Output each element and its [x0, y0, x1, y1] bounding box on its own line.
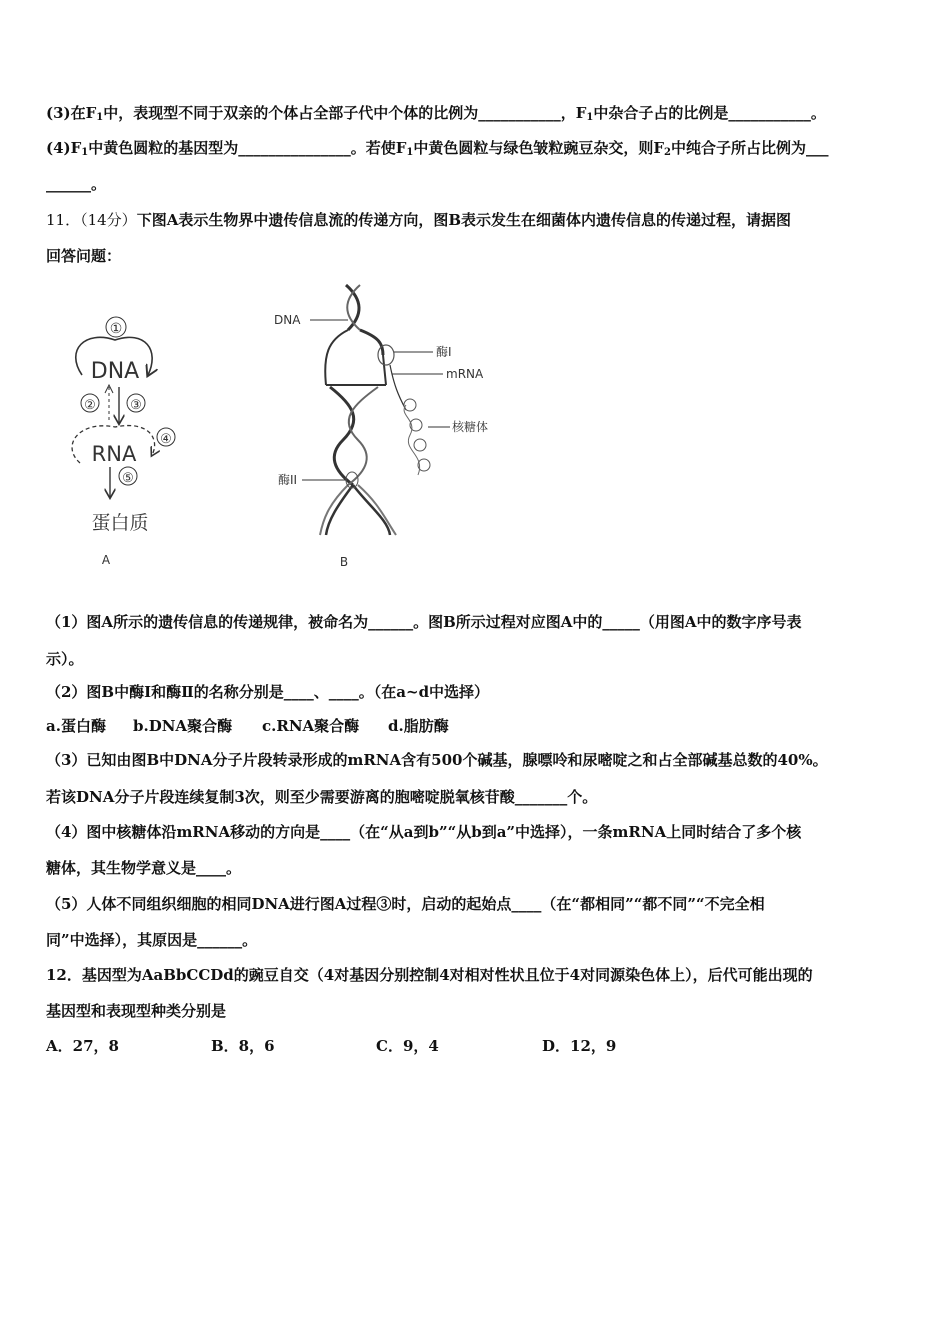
q12-stem: 12．基因型为AaBbCCDd的豌豆自交（4对基因分别控制4对相对性状且位于4对同源染色体上），后代可能出现的 [46, 966, 813, 984]
label-5: ⑤ [122, 471, 134, 486]
choice-c[interactable]: C．9，4 [376, 1037, 439, 1055]
q10-part4: $(4)F_1$中黄色圆粒的基因型为_______________。若使$F_1$中黄色圆粒与绿色皱粒豌豆杂交，则$F_2$中纯合子所占比例为___ [46, 139, 829, 158]
label-1: ① [109, 321, 123, 337]
option-c: c.RNA聚合酶 [262, 717, 360, 735]
ribosome-label: 核糖体 [452, 420, 489, 434]
fork-right-a [353, 485, 390, 535]
q10-part3: (3)在$F_1$中，表现型不同于双亲的个体占全部子代中个体的比例为___________，$F_1$中杂合子占的比例是___________。 [46, 104, 826, 123]
q11-number: 11．（14分） [46, 211, 137, 229]
q11-sub3-cont: 若该DNA分子片段连续复制3次，则至少需要游离的胞嘧啶脱氧核苷酸_______个。 [46, 788, 598, 806]
q11-intro-cont: 回答问题： [46, 247, 122, 265]
choice-b[interactable]: B．8，6 [211, 1037, 275, 1055]
protein-label: 蛋白质 [91, 512, 149, 534]
q11-sub3: （3）已知由图B中DNA分子片段转录形成的mRNA含有500个碱基，腺嘌呤和尿嘧啶之和占全部碱基总数的40%。 [46, 751, 828, 769]
choice-d[interactable]: D．12，9 [542, 1037, 617, 1055]
q11-sub4: （4）图中核糖体沿mRNA移动的方向是____（在“从a到b”“从b到a”中选择），一条mRNA上同时结合了多个核 [46, 823, 802, 841]
dna-strand-lower-a [330, 387, 354, 485]
option-a: a.蛋白酶 [46, 717, 106, 735]
q11-sub5: （5）人体不同组织细胞的相同DNA进行图A过程③时，启动的起始点____（在“都相同”“都不同”“不完全相 [46, 895, 765, 913]
enzyme-1-label: 酶I [436, 345, 452, 359]
q11-sub5-cont: 同”中选择），其原因是______。 [46, 931, 258, 949]
dna-label-b: DNA [274, 313, 301, 327]
q11-sub2: （2）图B中酶Ⅰ和酶Ⅱ的名称分别是____、____。（在a~d中选择） [46, 683, 490, 701]
ribosome-3 [414, 439, 426, 451]
q11-sub4-cont: 糖体，其生物学意义是____。 [46, 859, 242, 877]
option-d: d.脂肪酶 [388, 717, 449, 735]
bubble-right [383, 355, 386, 385]
dna-label: DNA [90, 359, 140, 384]
label-4: ④ [160, 432, 172, 447]
fork-left-a [326, 485, 353, 535]
mrna-label: mRNA [446, 367, 484, 381]
figure-b-bacterial-expression [268, 275, 528, 575]
bubble-right-strand [360, 330, 383, 355]
label-2: ② [84, 398, 96, 413]
enzyme-2-label: 酶II [278, 473, 298, 487]
q11-intro: 11．（14分）下图A表示生物界中遗传信息流的传递方向，图B表示发生在细菌体内遗传信息的传递过程，请据图 [46, 211, 792, 229]
mrna-strand [390, 365, 406, 410]
dna-strand-lower-b [348, 387, 378, 485]
enzyme-1-shape [378, 345, 394, 365]
q10-part4-cont: ______。 [46, 175, 107, 193]
q11-sub1: （1）图A所示的遗传信息的传递规律，被命名为______。图B所示过程对应图A中的_____（用图A中的数字序号表 [46, 613, 802, 631]
fork-right-b [358, 485, 396, 535]
label-3: ③ [130, 398, 142, 413]
figure-a-label: A [101, 553, 111, 567]
bubble-left-strand [325, 330, 348, 385]
option-b: b.DNA聚合酶 [133, 717, 233, 735]
rna-label: RNA [91, 442, 137, 466]
figure-a-central-dogma [60, 305, 200, 575]
q11-sub1-cont: 示）。 [46, 650, 84, 668]
choice-a[interactable]: A．27，8 [46, 1037, 119, 1055]
q12-stem-cont: 基因型和表现型种类分别是 [46, 1002, 227, 1020]
figure-b-label: B [339, 555, 349, 569]
fork-left-b [320, 485, 348, 535]
